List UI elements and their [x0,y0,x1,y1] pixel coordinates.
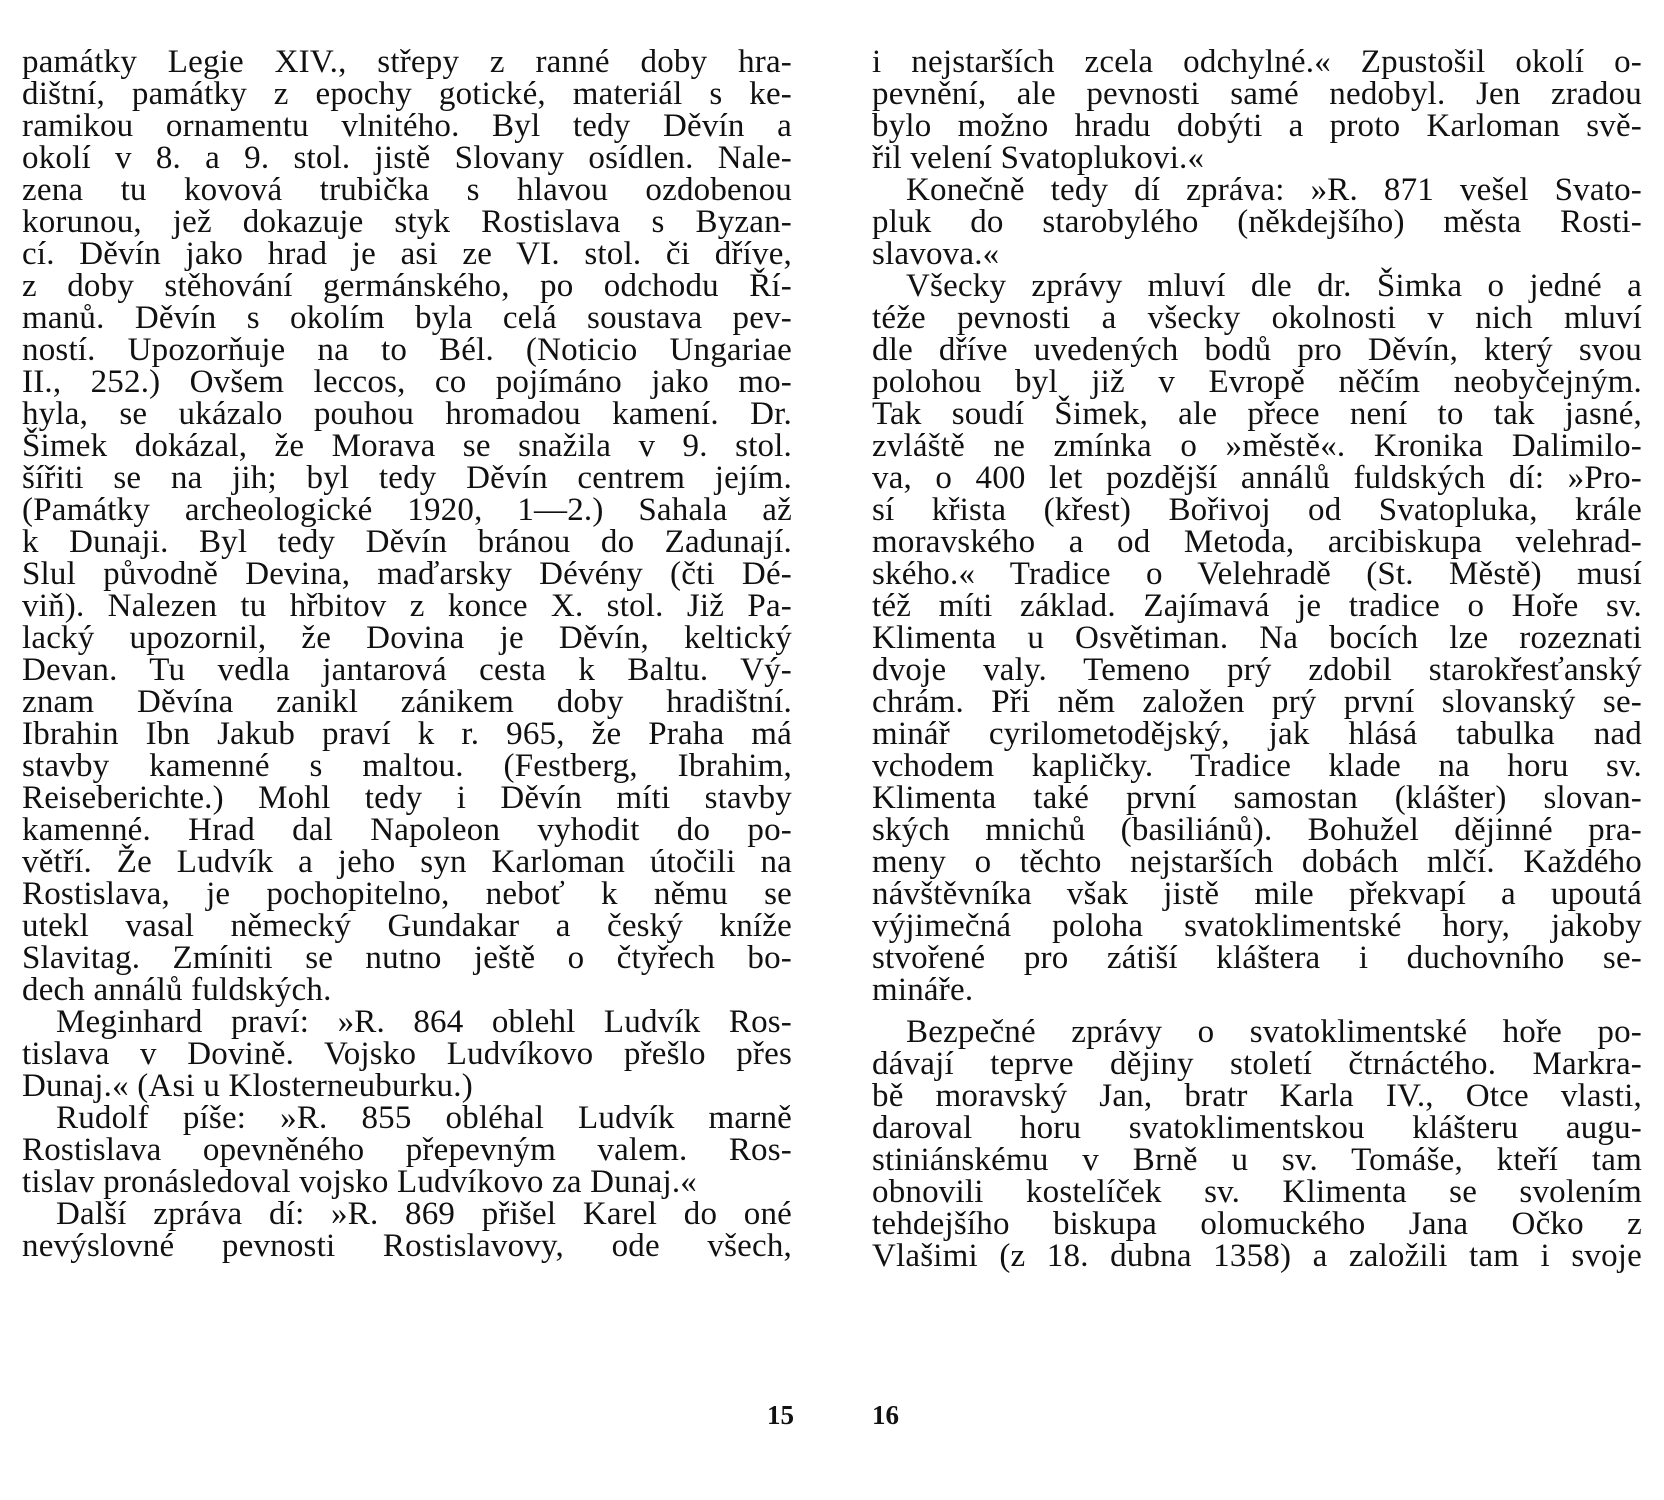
text-line: Bezpečné zprávy o svatoklimentské hoře po- [906,1014,1642,1050]
text-line: Slul původně Devina, maďarsky Dévény (čti Dé- [22,556,792,592]
text-line: pevnění, ale pevnosti samé nedobyl. Jen zradou [872,76,1642,112]
text-line: řil velení Svatoplukovi.« [872,140,1205,176]
text-line: Devan. Tu vedla jantarová cesta k Baltu. Vý- [22,652,792,688]
text-line: Konečně tedy dí zpráva: »R. 871 vešel Svato- [906,172,1642,208]
text-line: sí křista (křest) Bořivoj od Svatopluka, krále [872,492,1642,528]
text-line: Všecky zprávy mluví dle dr. Šimka o jedné a [906,268,1642,304]
text-line: ských mnichů (basiliánů). Bohužel dějinné pra- [872,812,1642,848]
text-line: Slavitag. Zmíniti se nutno ještě o čtyřech bo- [22,940,792,976]
text-line: korunou, jež dokazuje styk Rostislava s Byzan- [22,204,792,240]
text-line: cí. Děvín jako hrad je asi ze VI. stol. či dříve, [22,236,792,272]
text-line: ramikou ornamentu vlnitého. Byl tedy Děvín a [22,108,792,144]
text-line: nevýslovné pevnosti Rostislavovy, ode všech, [22,1228,792,1264]
text-line: hyla, se ukázalo pouhou hromadou kamení. Dr. [22,396,792,432]
text-line: manů. Děvín s okolím byla celá soustava pev- [22,300,792,336]
text-line: lacký upozornil, že Dovina je Děvín, keltický [22,620,792,656]
right-page-text [872,46,1642,1272]
text-line: bě moravský Jan, bratr Karla IV., Otce vlasti, [872,1078,1642,1114]
text-line: dvoje valy. Temeno prý zdobil starokřesťanský [872,652,1642,688]
text-line: Dunaj.« (Asi u Klosterneuburku.) [22,1068,473,1104]
text-line: i nejstarších zcela odchylné.« Zpustošil okolí o- [872,46,1642,80]
text-line: tislava v Dovině. Vojsko Ludvíkovo přešlo přes [22,1036,792,1072]
text-line: památky Legie XIV., střepy z ranné doby hra- [22,46,792,80]
text-line: Ibrahin Ibn Jakub praví k r. 965, že Praha má [22,716,792,752]
text-line: dle dříve uvedených bodů pro Děvín, který svou [872,332,1642,368]
text-line: dištní, památky z epochy gotické, materiál s ke- [22,76,792,112]
text-line: II., 252.) Ovšem leccos, co pojímáno jako mo- [22,364,792,400]
text-line: utekl vasal německý Gundakar a český kníže [22,908,792,944]
text-line: pluk do starobylého (někdejšího) města Rosti- [872,204,1642,240]
text-line: též míti základ. Zajímavá je tradice o Hoře sv. [872,588,1642,624]
text-line: zvláště ne zmínka o »městě«. Kronika Dalimilo- [872,428,1642,464]
text-line: moravského a od Metoda, arcibiskupa velehrad- [872,524,1642,560]
text-line: va, o 400 let pozdější annálů fuldských dí: »Pro- [872,460,1642,496]
text-line: ského.« Tradice o Velehradě (St. Městě) musí [872,556,1642,592]
page-number: 15 [767,1400,794,1430]
text-line: Rostislava, je pochopitelno, neboť k němu se [22,876,792,912]
text-line: Rostislava opevněného přepevným valem. Ros- [22,1132,792,1168]
text-line: mináře. [872,972,974,1008]
text-line: Rudolf píše: »R. 855 obléhal Ludvík marně [56,1100,792,1136]
text-line: viň). Nalezen tu hřbitov z konce X. stol. Již Pa- [22,588,792,624]
text-line: Klimenta u Osvětiman. Na bocích lze rozeznati [872,620,1642,656]
text-line: Meginhard praví: »R. 864 oblehl Ludvík Ros- [56,1004,792,1040]
text-line: šířiti se na jih; byl tedy Děvín centrem jejím. [22,460,792,496]
text-line: Tak soudí Šimek, ale přece není to tak jasné, [872,396,1642,432]
text-line: zena tu kovová trubička s hlavou ozdobenou [22,172,792,208]
text-line: vchodem kapličky. Tradice klade na horu sv. [872,748,1642,784]
text-line: Klimenta také první samostan (klášter) slovan- [872,780,1642,816]
text-line: kamenné. Hrad dal Napoleon vyhodit do po- [22,812,792,848]
page-number: 16 [872,1400,899,1430]
text-line: (Památky archeologické 1920, 1—2.) Sahala až [22,492,792,528]
text-line: daroval horu svatoklimentskou klášteru augu- [872,1110,1642,1146]
text-line: stiniánskému v Brně u sv. Tomáše, kteří tam [872,1142,1642,1178]
left-page [22,46,792,1486]
text-line: Další zpráva dí: »R. 869 přišel Karel do oné [56,1196,792,1232]
text-line: tehdejšího biskupa olomuckého Jana Očko z [872,1206,1642,1242]
text-line: Vlašimi (z 18. dubna 1358) a založili tam i svoje [872,1238,1642,1274]
text-line: obnovili kostelíček sv. Klimenta se svolením [872,1174,1642,1210]
text-line: dech annálů fuldských. [22,972,332,1008]
text-line: Reiseberichte.) Mohl tedy i Děvín míti stavby [22,780,792,816]
text-line: návštěvníka však jistě mile překvapí a upoutá [872,876,1642,912]
text-line: chrám. Při něm založen prý první slovanský se- [872,684,1642,720]
text-line: meny o těchto nejstarších dobách mlčí. Každého [872,844,1642,880]
text-line: znam Děvína zanikl zánikem doby hradištní. [22,684,792,720]
text-line: tislav pronásledoval vojsko Ludvíkovo za Dunaj.« [22,1164,697,1200]
left-page-text [22,46,792,1262]
text-line: dávají teprve dějiny století čtrnáctého. Markra- [872,1046,1642,1082]
text-line: polohou byl již v Evropě něčím neobyčejným. [872,364,1642,400]
text-line: výjimečná poloha svatoklimentské hory, jakoby [872,908,1642,944]
text-line: větří. Že Ludvík a jeho syn Karloman útočili na [22,844,792,880]
text-line: stavby kamenné s maltou. (Festberg, Ibrahim, [22,748,792,784]
right-page [872,46,1642,1486]
text-line: k Dunaji. Byl tedy Děvín bránou do Zadunají. [22,524,792,560]
text-line: Šimek dokázal, že Morava se snažila v 9. stol. [22,428,792,464]
text-line: slavova.« [872,236,1000,272]
text-line: z doby stěhování germánského, po odchodu Ří- [22,268,792,304]
text-line: minář cyrilometodějský, jak hlásá tabulka nad [872,716,1642,752]
text-line: téže pevnosti a všecky okolnosti v nich mluví [872,300,1642,336]
text-line: stvořené pro zátiší kláštera i duchovního se- [872,940,1642,976]
text-line: bylo možno hradu dobýti a proto Karloman svě- [872,108,1642,144]
text-line: ností. Upozorňuje na to Bél. (Noticio Ungariae [22,332,792,368]
text-line: okolí v 8. a 9. stol. jistě Slovany osídlen. Nale- [22,140,792,176]
